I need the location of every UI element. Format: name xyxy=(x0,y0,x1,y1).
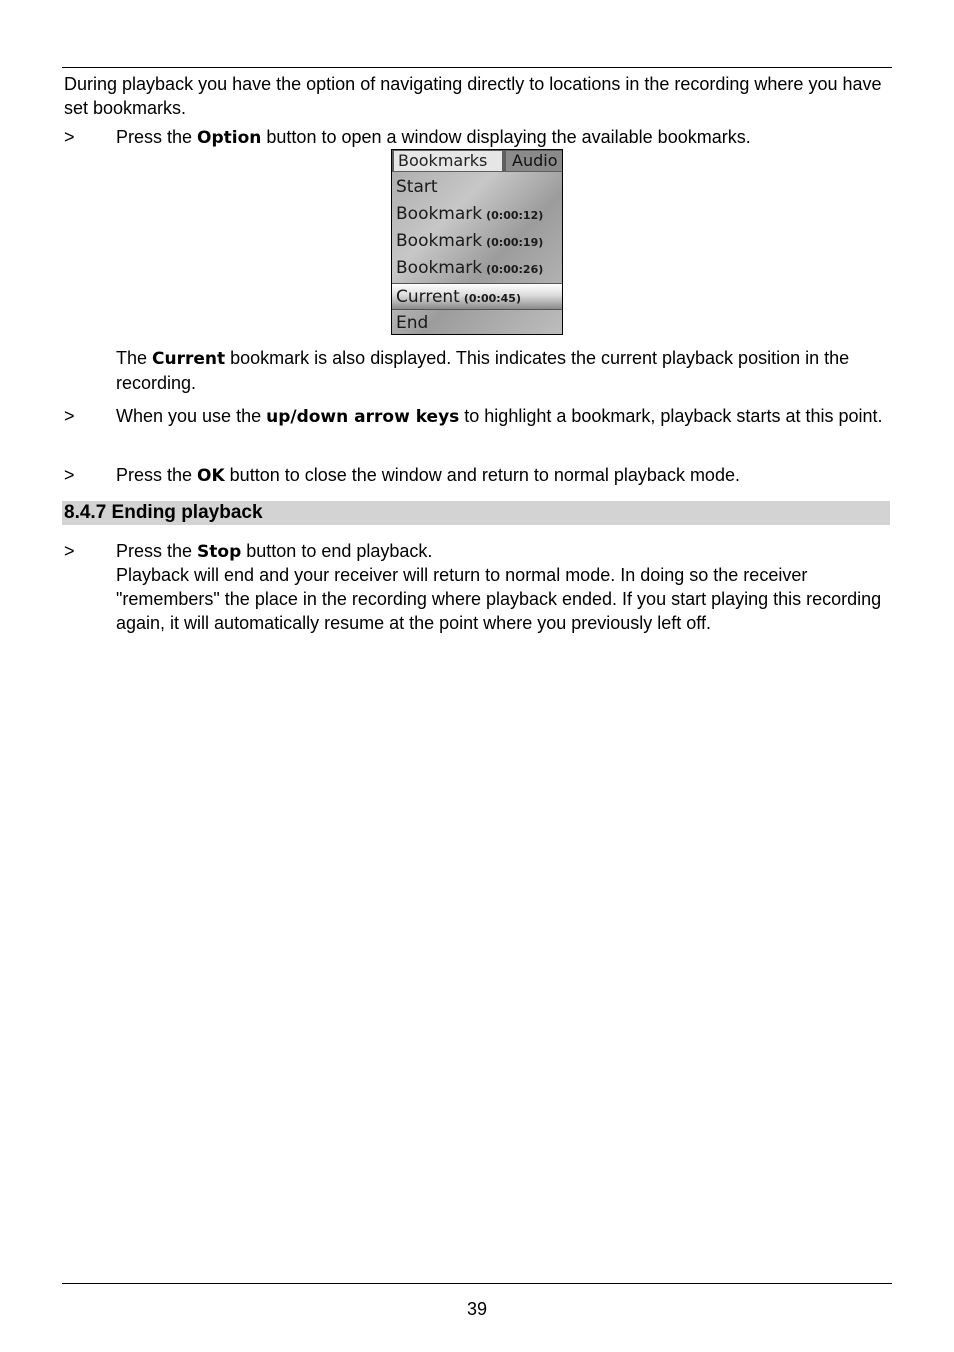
header-rule xyxy=(62,67,892,68)
section-heading-bar xyxy=(62,501,890,525)
bookmark-row-current: Current (0:00:45) xyxy=(392,283,562,310)
step-arrows-text: When you use the up/down arrow keys to highlight a bookmark, playback starts at this point. xyxy=(116,406,883,427)
tab-audio: Audio xyxy=(506,151,563,171)
step-ok-text: Press the OK button to close the window and return to normal playback mode. xyxy=(116,465,740,486)
bookmark-row-2: Bookmark (0:00:19) xyxy=(396,231,544,251)
bullet-marker: > xyxy=(64,406,75,426)
bookmark-row-3: Bookmark (0:00:26) xyxy=(396,258,544,278)
bookmarks-window xyxy=(391,149,563,335)
bookmark-row-start: Start xyxy=(396,177,438,197)
bullet-marker: > xyxy=(64,465,75,485)
current-key: Current xyxy=(152,349,226,369)
intro-paragraph: During playback you have the option of navigating directly to locations in the recording where you have set bookmarks. xyxy=(64,74,882,118)
bookmark-row-end: End xyxy=(396,313,429,333)
bullet-marker: > xyxy=(64,541,75,561)
ending-paragraph: Playback will end and your receiver will return to normal mode. In doing so the receiver "remembers" the place in the recording where playback ended. If you start playing this recording again, it will automatically resume at the point where you previously left off. xyxy=(116,565,882,633)
stop-key: Stop xyxy=(197,542,242,562)
page-number: 39 xyxy=(466,1299,488,1319)
section-title: 8.4.7 Ending playback xyxy=(64,502,263,523)
step-stop-text: Press the Stop button to end playback. xyxy=(116,541,433,562)
bullet-marker: > xyxy=(64,127,75,147)
ok-key: OK xyxy=(197,466,225,486)
option-key: Option xyxy=(197,128,262,148)
current-note: The Current bookmark is also displayed. This indicates the current playback position in the recording. xyxy=(116,348,850,393)
osd-tab-bar xyxy=(392,150,562,172)
bookmark-row-1: Bookmark (0:00:12) xyxy=(396,204,544,224)
arrow-keys: up/down arrow keys xyxy=(266,407,460,427)
step-option-text: Press the Option button to open a window displaying the available bookmarks. xyxy=(116,127,751,148)
tab-bookmarks: Bookmarks xyxy=(394,151,502,171)
footer-rule xyxy=(62,1283,892,1284)
